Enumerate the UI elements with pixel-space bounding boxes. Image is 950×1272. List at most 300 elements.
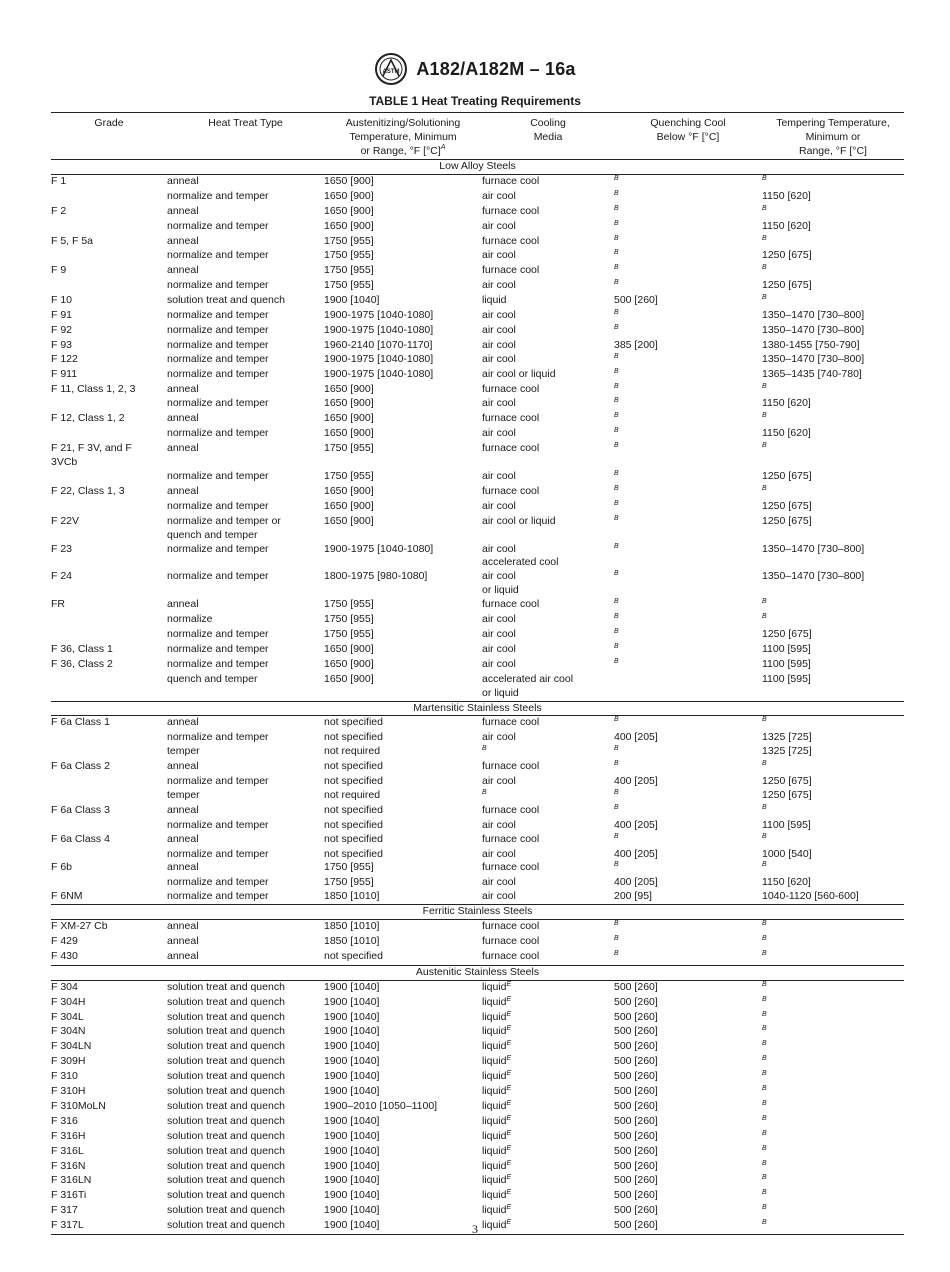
table-row bbox=[51, 935, 904, 950]
austenitizing-cell: 1650 [900] bbox=[324, 427, 374, 440]
footnote-b-marker: B bbox=[762, 382, 767, 390]
footnote-b-marker: B bbox=[762, 861, 767, 869]
cooling-media-cell: liquid$^E$ bbox=[482, 1085, 512, 1098]
grade-cell: F 6a Class 2 bbox=[51, 760, 110, 773]
footnote-b-marker: B bbox=[762, 1085, 767, 1093]
cooling-media-cell: air cool bbox=[482, 397, 516, 410]
table-row bbox=[51, 760, 904, 775]
quenching-cool-cell bbox=[614, 920, 762, 935]
grade-cell: F 316Ti bbox=[51, 1189, 87, 1202]
heat-treat-type-cell: solution treat and quench bbox=[167, 1114, 285, 1127]
grade-cell: F 12, Class 1, 2 bbox=[51, 412, 125, 425]
tempering-cell bbox=[762, 442, 904, 470]
footnote-b-marker: B bbox=[614, 788, 619, 796]
cooling-media-cell: air cool bbox=[482, 627, 516, 640]
footnote-b-marker: B bbox=[614, 470, 619, 478]
astm-logo-icon bbox=[374, 52, 408, 86]
cooling-media-cell: liquid$^E$ bbox=[482, 1189, 512, 1202]
quenching-cool-cell bbox=[614, 950, 762, 965]
tempering-cell bbox=[762, 1174, 904, 1189]
heat-treat-type-cell: anneal bbox=[167, 861, 199, 874]
footnote-b-marker: B bbox=[762, 716, 767, 724]
austenitizing-cell: not specified bbox=[324, 818, 383, 831]
col-heat-treat-type: Heat Treat Type bbox=[208, 117, 283, 129]
quenching-cool-cell: 500 [260] bbox=[614, 1174, 658, 1187]
quenching-cool-cell bbox=[614, 789, 762, 804]
cooling-media-cell: air cool bbox=[482, 323, 516, 336]
grade-cell: F 22, Class 1, 3 bbox=[51, 484, 125, 497]
tempering-cell: 1250 [675] bbox=[762, 627, 812, 640]
cooling-media-cell: liquid$^E$ bbox=[482, 1144, 512, 1157]
heat-treat-type-cell: normalize and temper bbox=[167, 470, 269, 483]
austenitizing-cell: not specified bbox=[324, 949, 383, 962]
tempering-cell: 1150 [620] bbox=[762, 219, 811, 232]
table-row bbox=[51, 950, 904, 965]
grade-cell: F 24 bbox=[51, 570, 73, 583]
austenitizing-cell: 1900 [1040] bbox=[324, 1159, 380, 1172]
grade-cell: F 6NM bbox=[51, 890, 83, 903]
footnote-e-marker: E bbox=[506, 1040, 512, 1048]
footnote-b-marker: B bbox=[762, 995, 767, 1003]
grade-cell bbox=[51, 876, 167, 890]
grade-cell: F 911 bbox=[51, 367, 78, 380]
heat-treat-type-cell: normalize and temper bbox=[167, 642, 269, 655]
tempering-cell bbox=[762, 264, 904, 279]
grade-cell: F 11, Class 1, 2, 3 bbox=[51, 382, 136, 395]
austenitizing-cell: 1900 [1040] bbox=[324, 1144, 380, 1157]
grade-cell bbox=[51, 500, 167, 515]
heat-treat-type-cell: anneal bbox=[167, 920, 199, 933]
heat-treat-type-cell: solution treat and quench bbox=[167, 1144, 285, 1157]
cooling-media-cell: air cool or liquid bbox=[482, 514, 556, 527]
heat-treat-type-cell: normalize and temper bbox=[167, 189, 269, 202]
cooling-media-cell: furnace cool bbox=[482, 934, 540, 947]
tempering-cell bbox=[762, 1130, 904, 1145]
heat-treat-type-cell: anneal bbox=[167, 760, 199, 773]
heat-treat-type-cell: normalize and temper bbox=[167, 542, 269, 555]
cooling-media-cell: air cool bbox=[482, 731, 516, 744]
footnote-b-marker: B bbox=[482, 788, 487, 796]
tempering-cell bbox=[762, 235, 904, 250]
table-row bbox=[51, 1040, 904, 1055]
table-row bbox=[51, 190, 904, 205]
grade-cell bbox=[51, 731, 167, 745]
heat-treat-type-cell: anneal bbox=[167, 934, 199, 947]
table-row bbox=[51, 397, 904, 412]
cooling-media-cell: air cool bbox=[482, 657, 516, 670]
grade-cell: F 2 bbox=[51, 204, 67, 217]
tempering-cell: 1250 [675] bbox=[762, 249, 812, 262]
table-row bbox=[51, 731, 904, 745]
heat-treat-type-cell: quench and temper bbox=[167, 672, 258, 685]
footnote-b-marker: B bbox=[614, 264, 619, 272]
heat-treat-type-cell: anneal bbox=[167, 949, 199, 962]
austenitizing-cell: 1900-1975 [1040-1080] bbox=[324, 542, 434, 555]
austenitizing-cell: 1900 [1040] bbox=[324, 1025, 380, 1038]
cooling-media-cell: air cool or liquid bbox=[482, 570, 519, 597]
table-row bbox=[51, 1174, 904, 1189]
heat-treat-type-cell: normalize and temper bbox=[167, 279, 269, 292]
footnote-b-marker: B bbox=[614, 219, 619, 227]
tempering-cell bbox=[762, 1040, 904, 1055]
quenching-cool-cell bbox=[614, 628, 762, 643]
cooling-media-cell: air cool bbox=[482, 613, 516, 626]
heat-treat-type-cell: normalize and temper bbox=[167, 249, 269, 262]
austenitizing-cell: 1750 [955] bbox=[324, 264, 374, 277]
austenitizing-cell: 1750 [955] bbox=[324, 598, 374, 611]
heat-treat-type-cell: solution treat and quench bbox=[167, 1070, 285, 1083]
austenitizing-cell: 1900-1975 [1040-1080] bbox=[324, 309, 434, 322]
tempering-cell bbox=[762, 1025, 904, 1040]
heat-treat-type-cell: normalize and temper bbox=[167, 847, 269, 860]
tempering-cell: 1250 [675] bbox=[762, 788, 812, 801]
grade-cell: F 6a Class 3 bbox=[51, 803, 110, 816]
quenching-cool-cell bbox=[614, 383, 762, 398]
heat-treat-type-cell: normalize and temper bbox=[167, 323, 269, 336]
quenching-cool-cell bbox=[614, 324, 762, 339]
tempering-cell bbox=[762, 613, 904, 628]
footnote-b-marker: B bbox=[762, 1219, 767, 1227]
heat-treat-type-cell: solution treat and quench bbox=[167, 1025, 285, 1038]
heat-treat-type-cell: solution treat and quench bbox=[167, 980, 285, 993]
quenching-cool-cell bbox=[614, 220, 762, 235]
quenching-cool-cell: 500 [260] bbox=[614, 1025, 658, 1038]
grade-cell: F 316 bbox=[51, 1114, 78, 1127]
tempering-cell bbox=[762, 1145, 904, 1160]
heat-treat-type-cell: anneal bbox=[167, 598, 199, 611]
cooling-media-cell: air cool bbox=[482, 470, 516, 483]
footnote-b-marker: B bbox=[762, 1114, 767, 1122]
footnote-b-marker: B bbox=[762, 1070, 767, 1078]
cooling-media-cell: liquid$^E$ bbox=[482, 980, 512, 993]
heat-treat-type-cell: normalize and temper bbox=[167, 367, 269, 380]
quenching-cool-cell bbox=[614, 861, 762, 876]
grade-cell: F 22V bbox=[51, 514, 80, 527]
heat-treat-type-cell: solution treat and quench bbox=[167, 1174, 285, 1187]
quenching-cool-cell bbox=[614, 205, 762, 220]
table-row bbox=[51, 819, 904, 833]
section-heading: Ferritic Stainless Steels bbox=[51, 904, 904, 920]
heat-treat-type-cell: normalize bbox=[167, 613, 213, 626]
austenitizing-cell: 1900 [1040] bbox=[324, 1189, 380, 1202]
footnote-b-marker: B bbox=[762, 613, 767, 621]
quenching-cool-cell bbox=[614, 804, 762, 819]
footnote-b-marker: B bbox=[614, 716, 619, 724]
table-row bbox=[51, 442, 904, 470]
footnote-b-marker: B bbox=[762, 1159, 767, 1167]
quenching-cool-cell: 500 [260] bbox=[614, 1204, 658, 1217]
grade-cell: F 36, Class 1 bbox=[51, 642, 113, 655]
austenitizing-cell: 1650 [900] bbox=[324, 382, 374, 395]
heat-treat-type-cell: normalize and temper bbox=[167, 627, 269, 640]
quenching-cool-cell: 500 [260] bbox=[614, 1055, 658, 1068]
grade-cell: F 429 bbox=[51, 934, 78, 947]
tempering-cell bbox=[762, 1055, 904, 1070]
tempering-cell bbox=[762, 804, 904, 819]
heat-treat-type-cell: normalize and temper bbox=[167, 818, 269, 831]
footnote-b-marker: B bbox=[762, 934, 767, 942]
quenching-cool-cell bbox=[614, 543, 762, 571]
cooling-media-cell: furnace cool bbox=[482, 920, 540, 933]
table-section bbox=[51, 965, 904, 1234]
footnote-e-marker: E bbox=[506, 1219, 512, 1227]
heat-treat-type-cell: anneal bbox=[167, 484, 199, 497]
austenitizing-cell: 1750 [955] bbox=[324, 279, 374, 292]
table-row bbox=[51, 309, 904, 324]
cooling-media-cell: air cool bbox=[482, 352, 516, 365]
austenitizing-cell: 1900 [1040] bbox=[324, 980, 380, 993]
tempering-cell: 1250 [675] bbox=[762, 775, 812, 788]
quenching-cool-cell bbox=[614, 935, 762, 950]
austenitizing-cell: 1900-1975 [1040-1080] bbox=[324, 352, 434, 365]
table-row bbox=[51, 1011, 904, 1026]
quenching-cool-cell bbox=[614, 658, 762, 673]
footnote-b-marker: B bbox=[614, 442, 619, 450]
austenitizing-cell: 1650 [900] bbox=[324, 174, 374, 187]
grade-cell bbox=[51, 745, 167, 760]
footnote-b-marker: B bbox=[614, 309, 619, 317]
cooling-media-cell bbox=[482, 789, 614, 804]
grade-cell: F 304H bbox=[51, 995, 86, 1008]
quenching-cool-cell bbox=[614, 442, 762, 470]
austenitizing-cell: 1850 [1010] bbox=[324, 890, 380, 903]
footnote-b-marker: B bbox=[762, 1144, 767, 1152]
austenitizing-cell: 1750 [955] bbox=[324, 861, 374, 874]
heat-treat-type-cell: normalize and temper bbox=[167, 309, 269, 322]
grade-cell: F 316LN bbox=[51, 1174, 92, 1187]
grade-cell: F 1 bbox=[51, 174, 67, 187]
quenching-cool-cell: 500 [260] bbox=[614, 1070, 658, 1083]
heat-treat-table bbox=[51, 112, 904, 1235]
austenitizing-cell: 1900 [1040] bbox=[324, 1055, 380, 1068]
heat-treat-type-cell: normalize and temper bbox=[167, 499, 269, 512]
heat-treat-type-cell: normalize and temper bbox=[167, 731, 269, 744]
table-row bbox=[51, 205, 904, 220]
heat-treat-type-cell: normalize and temper bbox=[167, 657, 269, 670]
quenching-cool-cell: 500 [260] bbox=[614, 1129, 658, 1142]
tempering-cell bbox=[762, 996, 904, 1011]
grade-cell: F 91 bbox=[51, 309, 73, 322]
tempering-cell: 1350–1470 [730–800] bbox=[762, 309, 865, 322]
heat-treat-type-cell: anneal bbox=[167, 442, 199, 455]
quenching-cool-cell bbox=[614, 279, 762, 294]
table-row bbox=[51, 175, 904, 190]
footnote-b-marker: B bbox=[614, 642, 619, 650]
cooling-media-cell: air cool bbox=[482, 499, 516, 512]
section-heading: Low Alloy Steels bbox=[51, 160, 904, 175]
grade-cell: FR bbox=[51, 598, 65, 611]
heat-treat-type-cell: normalize and temper bbox=[167, 570, 269, 583]
grade-cell bbox=[51, 427, 167, 442]
table-row bbox=[51, 368, 904, 383]
austenitizing-cell: 1650 [900] bbox=[324, 499, 374, 512]
footnote-e-marker: E bbox=[506, 1159, 512, 1167]
table-row bbox=[51, 383, 904, 398]
austenitizing-cell: not required bbox=[324, 788, 381, 801]
footnote-e-marker: E bbox=[506, 1174, 512, 1182]
cooling-media-cell: liquid$^E$ bbox=[482, 1070, 512, 1083]
quenching-cool-cell bbox=[614, 235, 762, 250]
cooling-media-cell: air cool bbox=[482, 427, 516, 440]
table-row bbox=[51, 1130, 904, 1145]
footnote-b-marker: B bbox=[614, 189, 619, 197]
austenitizing-cell: 1750 [955] bbox=[324, 627, 374, 640]
col-quenching-cool: Quenching Cool Below °F [°C] bbox=[650, 117, 726, 143]
cooling-media-cell: furnace cool bbox=[482, 760, 540, 773]
grade-cell: F 92 bbox=[51, 323, 73, 336]
footnote-b-marker: B bbox=[614, 542, 619, 550]
tempering-cell bbox=[762, 1115, 904, 1130]
tempering-cell bbox=[762, 861, 904, 876]
austenitizing-cell: 1650 [900] bbox=[324, 484, 374, 497]
table-section bbox=[51, 904, 904, 965]
cooling-media-cell: liquid$^E$ bbox=[482, 1174, 512, 1187]
tempering-cell bbox=[762, 412, 904, 427]
tempering-cell bbox=[762, 1204, 904, 1219]
footnote-b-marker: B bbox=[762, 803, 767, 811]
heat-treat-type-cell: anneal bbox=[167, 832, 199, 845]
tempering-cell: 1350–1470 [730–800] bbox=[762, 542, 865, 555]
heat-treat-type-cell: normalize and temper bbox=[167, 219, 269, 232]
cooling-media-cell: furnace cool bbox=[482, 716, 540, 729]
document-header bbox=[0, 52, 950, 86]
cooling-media-cell: air cool bbox=[482, 890, 516, 903]
footnote-b-marker: B bbox=[614, 760, 619, 768]
grade-cell: F 310H bbox=[51, 1085, 86, 1098]
cooling-media-cell: air cool or liquid bbox=[482, 367, 556, 380]
footnote-e-marker: E bbox=[506, 980, 512, 988]
table-row bbox=[51, 598, 904, 613]
table-row bbox=[51, 470, 904, 485]
heat-treat-type-cell: anneal bbox=[167, 264, 199, 277]
cooling-media-cell: liquid$^E$ bbox=[482, 1114, 512, 1127]
footnote-b-marker: B bbox=[614, 803, 619, 811]
cooling-media-cell: accelerated air cool or liquid bbox=[482, 672, 574, 699]
austenitizing-cell: 1900 [1040] bbox=[324, 995, 380, 1008]
footnote-b-marker: B bbox=[762, 980, 767, 988]
table-row bbox=[51, 1145, 904, 1160]
table-row bbox=[51, 500, 904, 515]
austenitizing-cell: 1850 [1010] bbox=[324, 934, 380, 947]
cooling-media-cell: furnace cool bbox=[482, 174, 540, 187]
heat-treat-type-cell: anneal bbox=[167, 204, 199, 217]
footnote-b-marker: B bbox=[762, 1129, 767, 1137]
quenching-cool-cell: 500 [260] bbox=[614, 980, 658, 993]
grade-cell: F 310MoLN bbox=[51, 1099, 106, 1112]
heat-treat-type-cell: normalize and temper bbox=[167, 352, 269, 365]
tempering-cell: 1380-1455 [750-790] bbox=[762, 338, 860, 351]
austenitizing-cell: 1650 [900] bbox=[324, 189, 374, 202]
heat-treat-type-cell: solution treat and quench bbox=[167, 1010, 285, 1023]
quenching-cool-cell: 500 [260] bbox=[614, 1114, 658, 1127]
austenitizing-cell: 1900 [1040] bbox=[324, 294, 380, 307]
quenching-cool-cell: 385 [200] bbox=[614, 338, 658, 351]
footnote-b-marker: B bbox=[614, 613, 619, 621]
cooling-media-cell: liquid$^E$ bbox=[482, 1010, 512, 1023]
footnote-b-marker: B bbox=[762, 920, 767, 928]
footnote-e-marker: E bbox=[506, 1204, 512, 1212]
tempering-cell: 1100 [595] bbox=[762, 657, 811, 670]
quenching-cool-cell bbox=[614, 249, 762, 264]
tempering-cell bbox=[762, 598, 904, 613]
footnote-b-marker: B bbox=[482, 745, 487, 753]
grade-cell: F 316L bbox=[51, 1144, 84, 1157]
grade-cell: F 317L bbox=[51, 1219, 84, 1232]
footnote-b-marker: B bbox=[614, 174, 619, 182]
footnote-e-marker: E bbox=[506, 1085, 512, 1093]
footnote-b-marker: B bbox=[614, 949, 619, 957]
heat-treat-type-cell: solution treat and quench bbox=[167, 294, 285, 307]
table-row bbox=[51, 981, 904, 996]
tempering-cell bbox=[762, 716, 904, 731]
table-row bbox=[51, 789, 904, 804]
tempering-cell: 1040-1120 [560-600] bbox=[762, 890, 859, 903]
footnote-b-marker: B bbox=[614, 382, 619, 390]
footnote-b-marker: B bbox=[614, 279, 619, 287]
tempering-cell: 1100 [595] bbox=[762, 642, 811, 655]
austenitizing-cell: 1900 [1040] bbox=[324, 1174, 380, 1187]
tempering-cell bbox=[762, 383, 904, 398]
austenitizing-cell: 1750 [955] bbox=[324, 470, 374, 483]
table-row bbox=[51, 861, 904, 876]
table-row bbox=[51, 1100, 904, 1115]
table-row bbox=[51, 235, 904, 250]
footnote-e-marker: E bbox=[506, 1070, 512, 1078]
austenitizing-cell: 1750 [955] bbox=[324, 234, 374, 247]
footnote-b-marker: B bbox=[614, 832, 619, 840]
austenitizing-cell: 1650 [900] bbox=[324, 412, 374, 425]
heat-treat-type-cell: normalize and temper or quench and temper bbox=[167, 514, 281, 541]
tempering-cell bbox=[762, 760, 904, 775]
cooling-media-cell: air cool bbox=[482, 219, 516, 232]
heat-treat-type-cell: normalize and temper bbox=[167, 876, 269, 889]
austenitizing-cell: not specified bbox=[324, 760, 383, 773]
cooling-media-cell: liquid$^E$ bbox=[482, 1040, 512, 1053]
tempering-cell: 1250 [675] bbox=[762, 499, 812, 512]
tempering-cell: 1350–1470 [730–800] bbox=[762, 570, 865, 583]
footnote-b-marker: B bbox=[614, 352, 619, 360]
table-row bbox=[51, 1204, 904, 1219]
austenitizing-cell: 1750 [955] bbox=[324, 249, 374, 262]
cooling-media-cell: air cool bbox=[482, 642, 516, 655]
tempering-cell: 1350–1470 [730–800] bbox=[762, 323, 865, 336]
quenching-cool-cell bbox=[614, 500, 762, 515]
grade-cell: F 430 bbox=[51, 949, 78, 962]
footnote-e-marker: E bbox=[506, 995, 512, 1003]
quenching-cool-cell: 500 [260] bbox=[614, 1099, 658, 1112]
col-austenitizing-text: Austenitizing/Solutioning Temperature, Minimum or Range, °F [°C] bbox=[345, 117, 461, 157]
austenitizing-cell: 1900 [1040] bbox=[324, 1085, 380, 1098]
austenitizing-cell: not specified bbox=[324, 731, 383, 744]
cooling-media-cell: furnace cool bbox=[482, 803, 540, 816]
heat-treat-type-cell: anneal bbox=[167, 716, 199, 729]
quenching-cool-cell bbox=[614, 643, 762, 658]
heat-treat-type-cell: solution treat and quench bbox=[167, 1040, 285, 1053]
footnote-b-marker: B bbox=[762, 598, 767, 606]
footnote-b-marker: B bbox=[762, 1204, 767, 1212]
table-section bbox=[51, 160, 904, 701]
table-row bbox=[51, 1025, 904, 1040]
heat-treat-type-cell: temper bbox=[167, 788, 200, 801]
table-row bbox=[51, 485, 904, 500]
tempering-cell bbox=[762, 1100, 904, 1115]
footnote-b-marker: B bbox=[614, 412, 619, 420]
quenching-cool-cell: 500 [260] bbox=[614, 1144, 658, 1157]
tempering-cell: 1000 [540] bbox=[762, 847, 812, 860]
grade-cell bbox=[51, 819, 167, 833]
tempering-cell bbox=[762, 205, 904, 220]
footnote-b-marker: B bbox=[762, 760, 767, 768]
